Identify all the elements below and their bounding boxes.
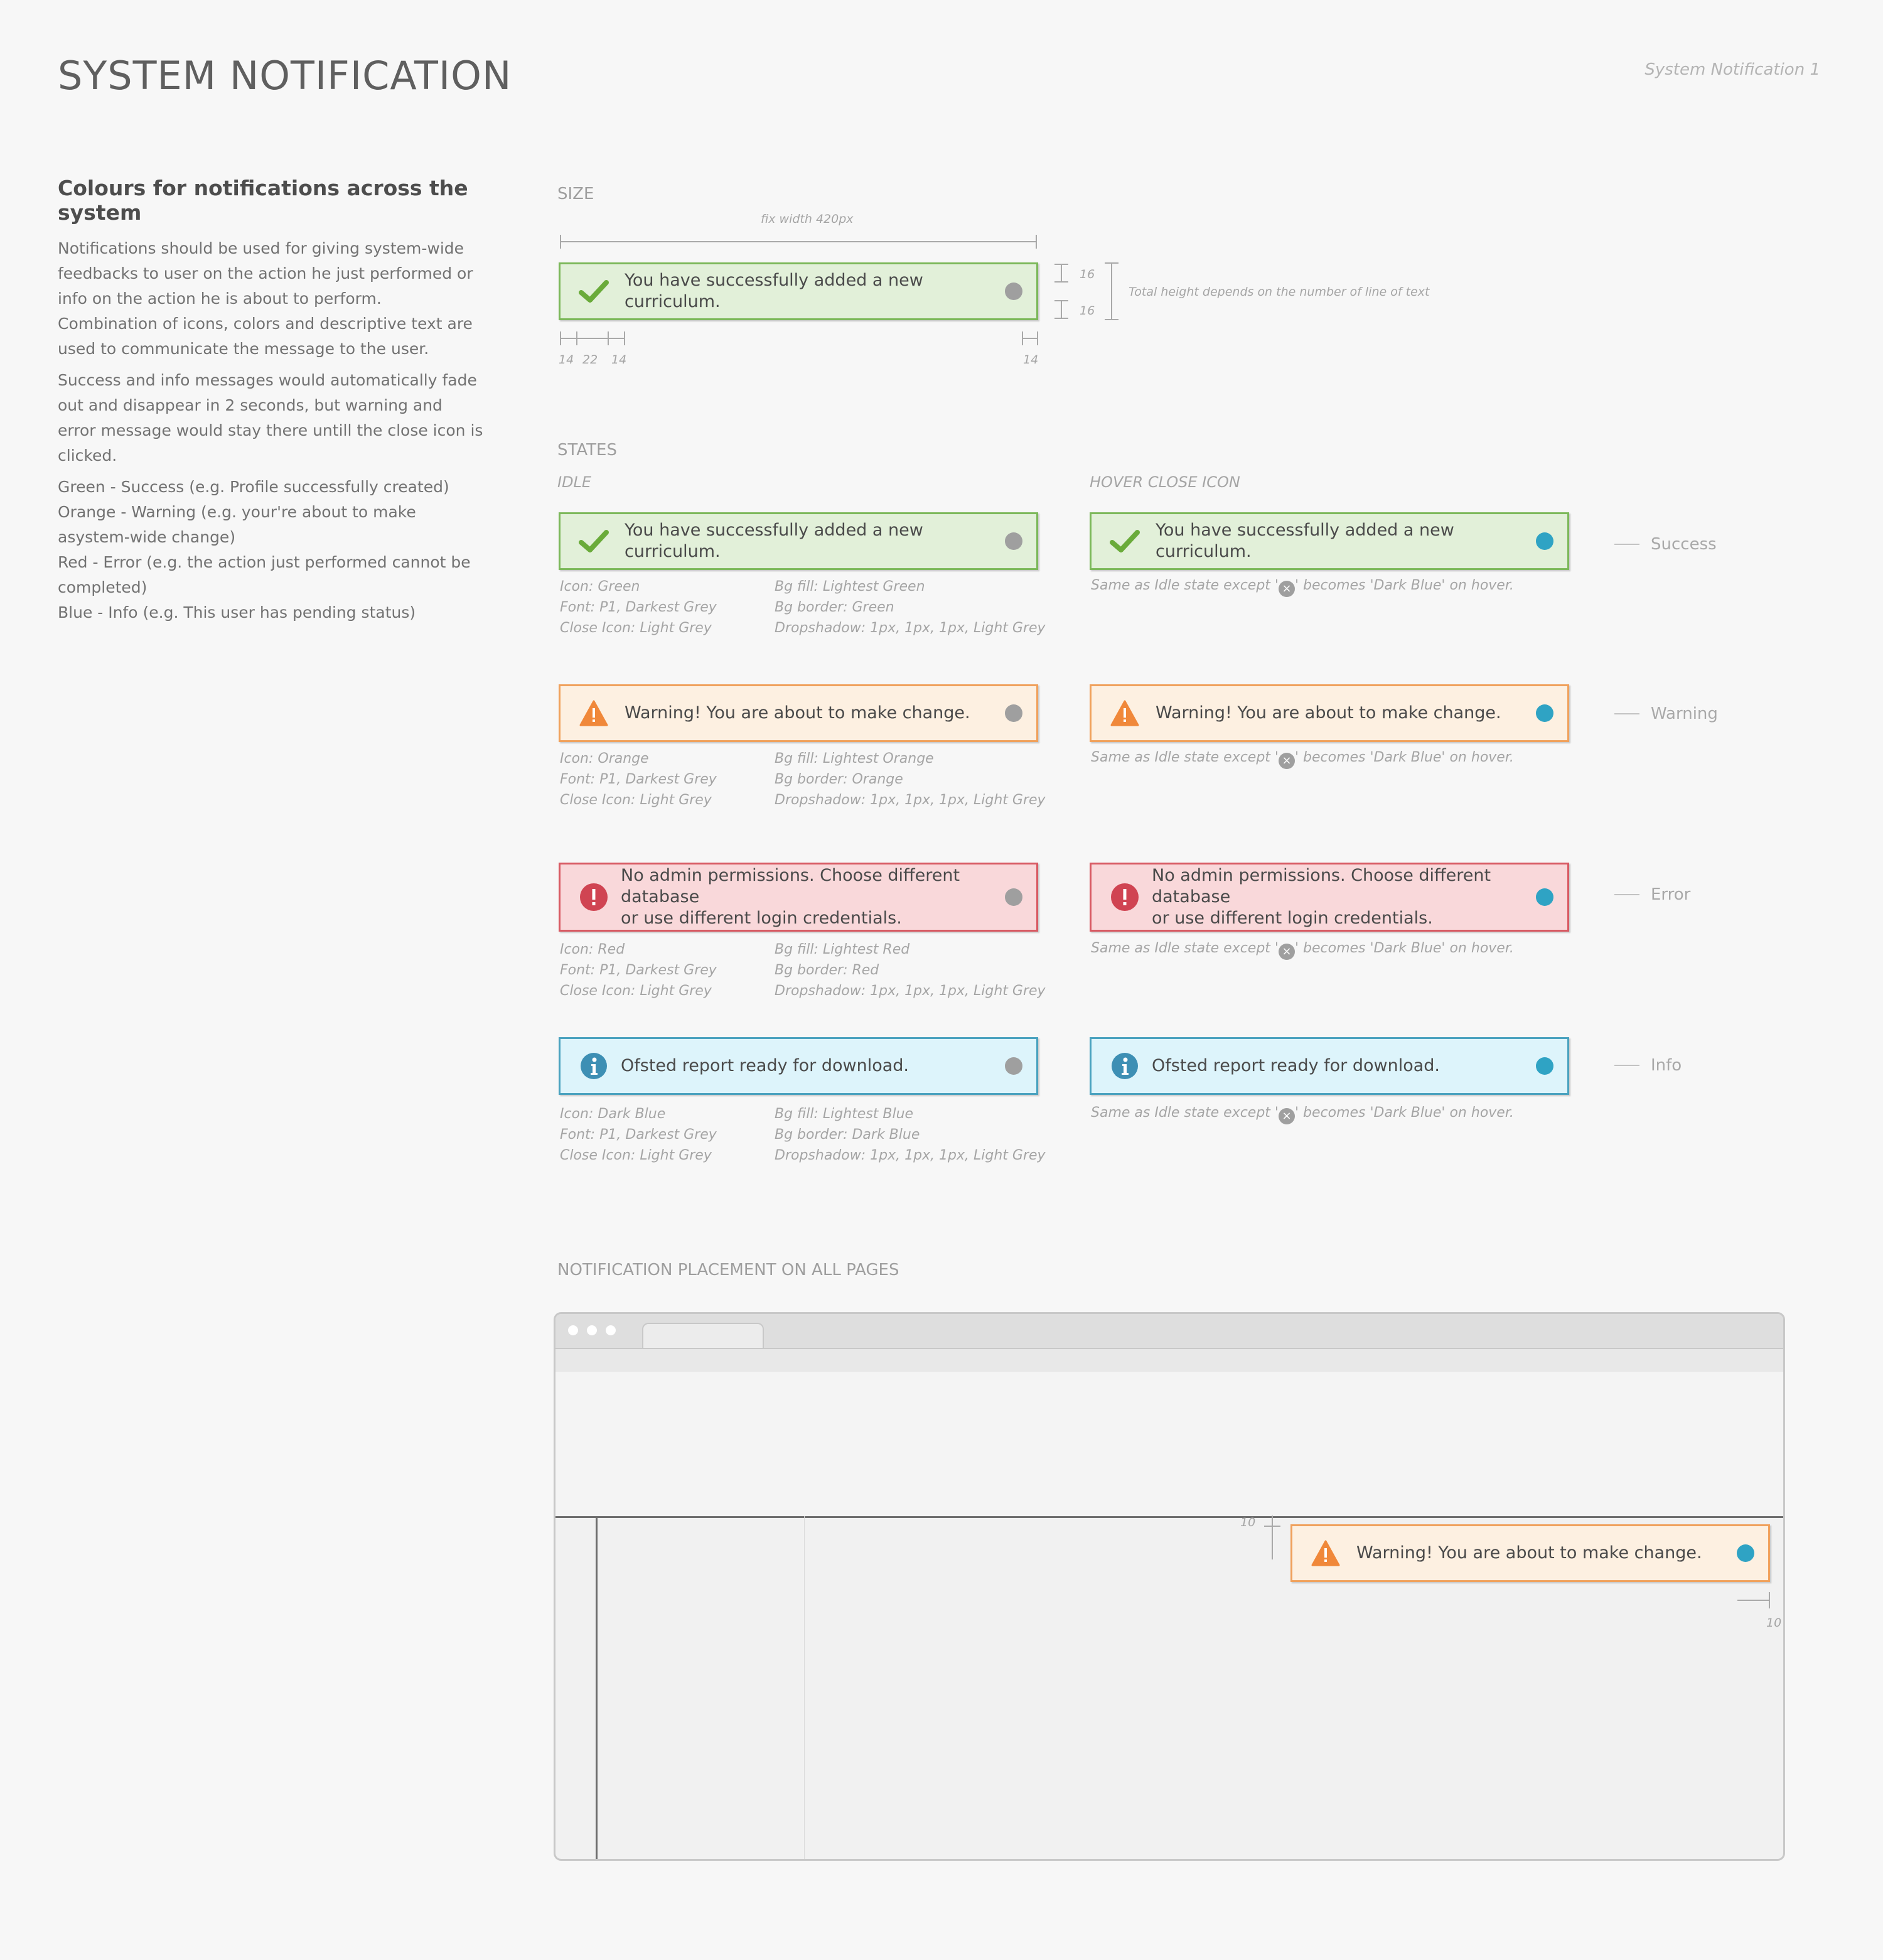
dimension-line: [560, 338, 625, 339]
notification-text-line: No admin permissions. Choose different database: [621, 866, 960, 907]
exclamation-circle-icon: [577, 880, 611, 914]
notification-text: [621, 865, 1005, 929]
total-height-line: [1111, 262, 1112, 320]
offset-top-label: 10: [1240, 1516, 1256, 1529]
intro-paragraph: Notifications should be used for giving system-wide feedbacks to user on the action he just performed or info on the action he is about to perform. Combination of icons, colors and descriptive text are used to communicate the message to the user.: [58, 239, 473, 358]
spec-line: Font: P1, Darkest Grey: [560, 772, 717, 787]
notification-text: Warning! You are about to make change.: [1356, 1543, 1702, 1563]
dimension-line: [1061, 300, 1062, 319]
spec-line: Icon: Dark Blue: [560, 1106, 666, 1122]
spec-left: [560, 1104, 717, 1166]
close-icon: ×: [1279, 1108, 1295, 1124]
hover-note: [1091, 578, 1514, 597]
row-label-dash: [1614, 894, 1639, 895]
dimension-tick: [1054, 264, 1068, 265]
hover-note-text: ' becomes 'Dark Blue' on hover.: [1294, 578, 1514, 593]
spec-line: Icon: Red: [560, 942, 625, 957]
spec-line: Dropshadow: 1px, 1px, 1px, Light Grey: [775, 620, 1046, 636]
window-control-dot: [606, 1325, 616, 1335]
row-label-success: Success: [1651, 535, 1717, 554]
intro-paragraph: Success and info messages would automatically fade out and disappear in 2 seconds, but warning and error message would stay there untill the close icon is clicked.: [58, 371, 483, 465]
spec-line: Font: P1, Darkest Grey: [560, 600, 717, 615]
hover-note-text: ' becomes 'Dark Blue' on hover.: [1294, 940, 1514, 956]
notification-text: [1152, 865, 1536, 929]
intro-heading: Colours for notifications across the system: [58, 176, 468, 225]
window-control-dot: [587, 1325, 597, 1335]
notification-text: Ofsted report ready for download.: [621, 1056, 909, 1075]
close-icon[interactable]: [1536, 532, 1553, 550]
spec-line: Icon: Orange: [560, 751, 649, 767]
notification-text: Ofsted report ready for download.: [1152, 1056, 1440, 1075]
close-icon[interactable]: [1005, 888, 1022, 906]
close-icon[interactable]: [1005, 1057, 1022, 1075]
placement-heading: NOTIFICATION PLACEMENT ON ALL PAGES: [557, 1261, 899, 1279]
spec-line: Bg border: Dark Blue: [775, 1127, 920, 1143]
pad-bottom-label: 16: [1080, 304, 1095, 318]
close-icon[interactable]: [1536, 888, 1553, 906]
notification-text: Warning! You are about to make change.: [1156, 703, 1501, 723]
notification-text-line: or use different login credentials.: [621, 908, 902, 928]
tick-label: 14: [559, 353, 574, 367]
close-icon[interactable]: [1536, 1057, 1553, 1075]
spec-line: Close Icon: Light Grey: [560, 1148, 712, 1163]
browser-tab-bar: [555, 1314, 1783, 1348]
offset-top-line: [1272, 1516, 1273, 1559]
spec-left: [560, 939, 717, 1001]
dimension-tick: [1769, 1592, 1770, 1608]
tick-label: 14: [1023, 353, 1039, 367]
close-icon[interactable]: [1737, 1544, 1754, 1562]
notification-text: Warning! You are about to make change.: [625, 703, 970, 723]
spec-line: Bg fill: Lightest Green: [775, 579, 925, 595]
legend-item: Red - Error (e.g. the action just performed cannot be completed): [58, 553, 471, 596]
success-notification-hover: [1090, 512, 1569, 570]
offset-right-label: 10: [1766, 1616, 1782, 1630]
states-heading: STATES: [557, 441, 617, 460]
close-icon[interactable]: [1536, 704, 1553, 722]
height-note: Total height depends on the number of line of text: [1129, 285, 1430, 299]
spec-line: Dropshadow: 1px, 1px, 1px, Light Grey: [775, 1148, 1046, 1163]
dimension-tick: [1054, 300, 1068, 301]
notification-text: You have successfully added a new curriculum.: [1156, 520, 1454, 561]
browser-mockup: [554, 1312, 1785, 1861]
close-icon: ×: [1279, 581, 1295, 597]
spec-left: [560, 748, 717, 810]
row-label-dash: [1614, 1065, 1639, 1066]
width-dimension-line: [560, 241, 1037, 242]
width-label: fix width 420px: [761, 212, 854, 226]
spec-right: [775, 748, 1046, 810]
hover-note-text: Same as Idle state except ': [1091, 940, 1279, 956]
hover-note-text: Same as Idle state except ': [1091, 750, 1279, 765]
notification-text: You have successfully added a new curriculum.: [625, 271, 923, 311]
dimension-tick: [1105, 262, 1119, 264]
spec-line: Font: P1, Darkest Grey: [560, 1127, 717, 1143]
spec-right: [775, 1104, 1046, 1166]
browser-tab: [642, 1323, 764, 1349]
info-notification-hover: [1090, 1037, 1569, 1095]
exclamation-circle-icon: [1108, 880, 1142, 914]
notification-text-line: or use different login credentials.: [1152, 908, 1433, 928]
warning-notification-hover: [1090, 684, 1569, 742]
legend-item: Orange - Warning (e.g. your're about to make asystem-wide change): [58, 503, 416, 546]
dimension-tick: [1037, 331, 1038, 345]
hover-note: [1091, 750, 1514, 769]
dimension-tick: [1054, 281, 1068, 283]
spec-line: Bg fill: Lightest Orange: [775, 751, 934, 767]
dimension-tick: [608, 331, 609, 345]
info-circle-icon: [577, 1049, 611, 1083]
page-title: SYSTEM NOTIFICATION: [58, 53, 512, 99]
dimension-tick: [576, 331, 577, 345]
error-notification-hover: [1090, 863, 1569, 932]
idle-label: IDLE: [557, 473, 592, 491]
dimension-tick: [1054, 318, 1068, 319]
pad-top-label: 16: [1080, 267, 1095, 281]
dimension-line: [1061, 264, 1062, 283]
spec-line: Dropshadow: 1px, 1px, 1px, Light Grey: [775, 792, 1046, 808]
dimension-tick: [560, 235, 561, 249]
spec-line: Close Icon: Light Grey: [560, 620, 712, 636]
close-icon[interactable]: [1005, 532, 1022, 550]
dimension-tick: [624, 331, 625, 345]
row-label-warning: Warning: [1651, 704, 1718, 723]
notification-text-line: No admin permissions. Choose different database: [1152, 866, 1491, 907]
close-icon[interactable]: [1005, 704, 1022, 722]
hover-note-text: ' becomes 'Dark Blue' on hover.: [1294, 1105, 1514, 1121]
hover-note-text: Same as Idle state except ': [1091, 1105, 1279, 1121]
warning-triangle-icon: [577, 696, 611, 730]
hover-label: HOVER CLOSE ICON: [1090, 473, 1240, 491]
page-reference: System Notification 1: [1644, 60, 1820, 79]
dimension-tick: [1036, 235, 1037, 249]
spec-line: Close Icon: Light Grey: [560, 983, 712, 999]
close-icon: ×: [1279, 753, 1295, 769]
close-icon[interactable]: [1005, 283, 1022, 300]
spec-line: Close Icon: Light Grey: [560, 792, 712, 808]
row-label-dash: [1614, 544, 1639, 545]
error-notification-idle: [559, 863, 1038, 932]
size-sample-notification: [559, 262, 1038, 320]
spec-line: Bg fill: Lightest Blue: [775, 1106, 914, 1122]
hover-note-text: ' becomes 'Dark Blue' on hover.: [1294, 750, 1514, 765]
success-notification-idle: [559, 512, 1038, 570]
offset-right-line: [1737, 1600, 1770, 1601]
page-header-area: [555, 1372, 1783, 1518]
size-heading: SIZE: [557, 185, 594, 203]
dimension-tick: [1264, 1526, 1280, 1527]
legend-item: Blue - Info (e.g. This user has pending status): [58, 603, 416, 622]
tick-label: 22: [582, 353, 598, 367]
content-divider: [804, 1516, 805, 1859]
spec-line: Dropshadow: 1px, 1px, 1px, Light Grey: [775, 983, 1046, 999]
tick-label: 14: [611, 353, 627, 367]
window-control-dot: [568, 1325, 578, 1335]
spec-left: [560, 576, 717, 638]
info-circle-icon: [1108, 1049, 1142, 1083]
hover-note: [1091, 1105, 1514, 1124]
checkmark-icon: [1108, 524, 1142, 558]
row-label-info: Info: [1651, 1056, 1682, 1075]
spec-line: Font: P1, Darkest Grey: [560, 962, 717, 978]
warning-triangle-icon: [1108, 696, 1142, 730]
row-label-dash: [1614, 713, 1639, 714]
spec-right: [775, 576, 1046, 638]
dimension-line: [1022, 338, 1038, 339]
hover-note: [1091, 940, 1514, 960]
checkmark-icon: [577, 274, 611, 308]
warning-notification-idle: [559, 684, 1038, 742]
spec-line: Bg fill: Lightest Red: [775, 942, 910, 957]
dimension-tick: [560, 331, 561, 345]
spec-line: Bg border: Green: [775, 600, 894, 615]
row-label-error: Error: [1651, 885, 1691, 904]
info-notification-idle: [559, 1037, 1038, 1095]
intro-panel: [58, 176, 485, 625]
spec-right: [775, 939, 1046, 1001]
dimension-tick: [1022, 331, 1023, 345]
warning-triangle-icon: [1309, 1536, 1343, 1570]
dimension-tick: [1105, 319, 1119, 320]
legend-item: Green - Success (e.g. Profile successfully created): [58, 478, 449, 496]
spec-line: Bg border: Orange: [775, 772, 903, 787]
hover-note-text: Same as Idle state except ': [1091, 578, 1279, 593]
browser-toolbar: [555, 1348, 1783, 1373]
checkmark-icon: [577, 524, 611, 558]
spec-line: Bg border: Red: [775, 962, 879, 978]
placement-warning-notification: [1290, 1524, 1770, 1582]
spec-line: Icon: Green: [560, 579, 640, 595]
notification-text: You have successfully added a new curriculum.: [625, 520, 923, 561]
close-icon: ×: [1279, 944, 1295, 960]
sidebar-divider: [596, 1516, 598, 1859]
